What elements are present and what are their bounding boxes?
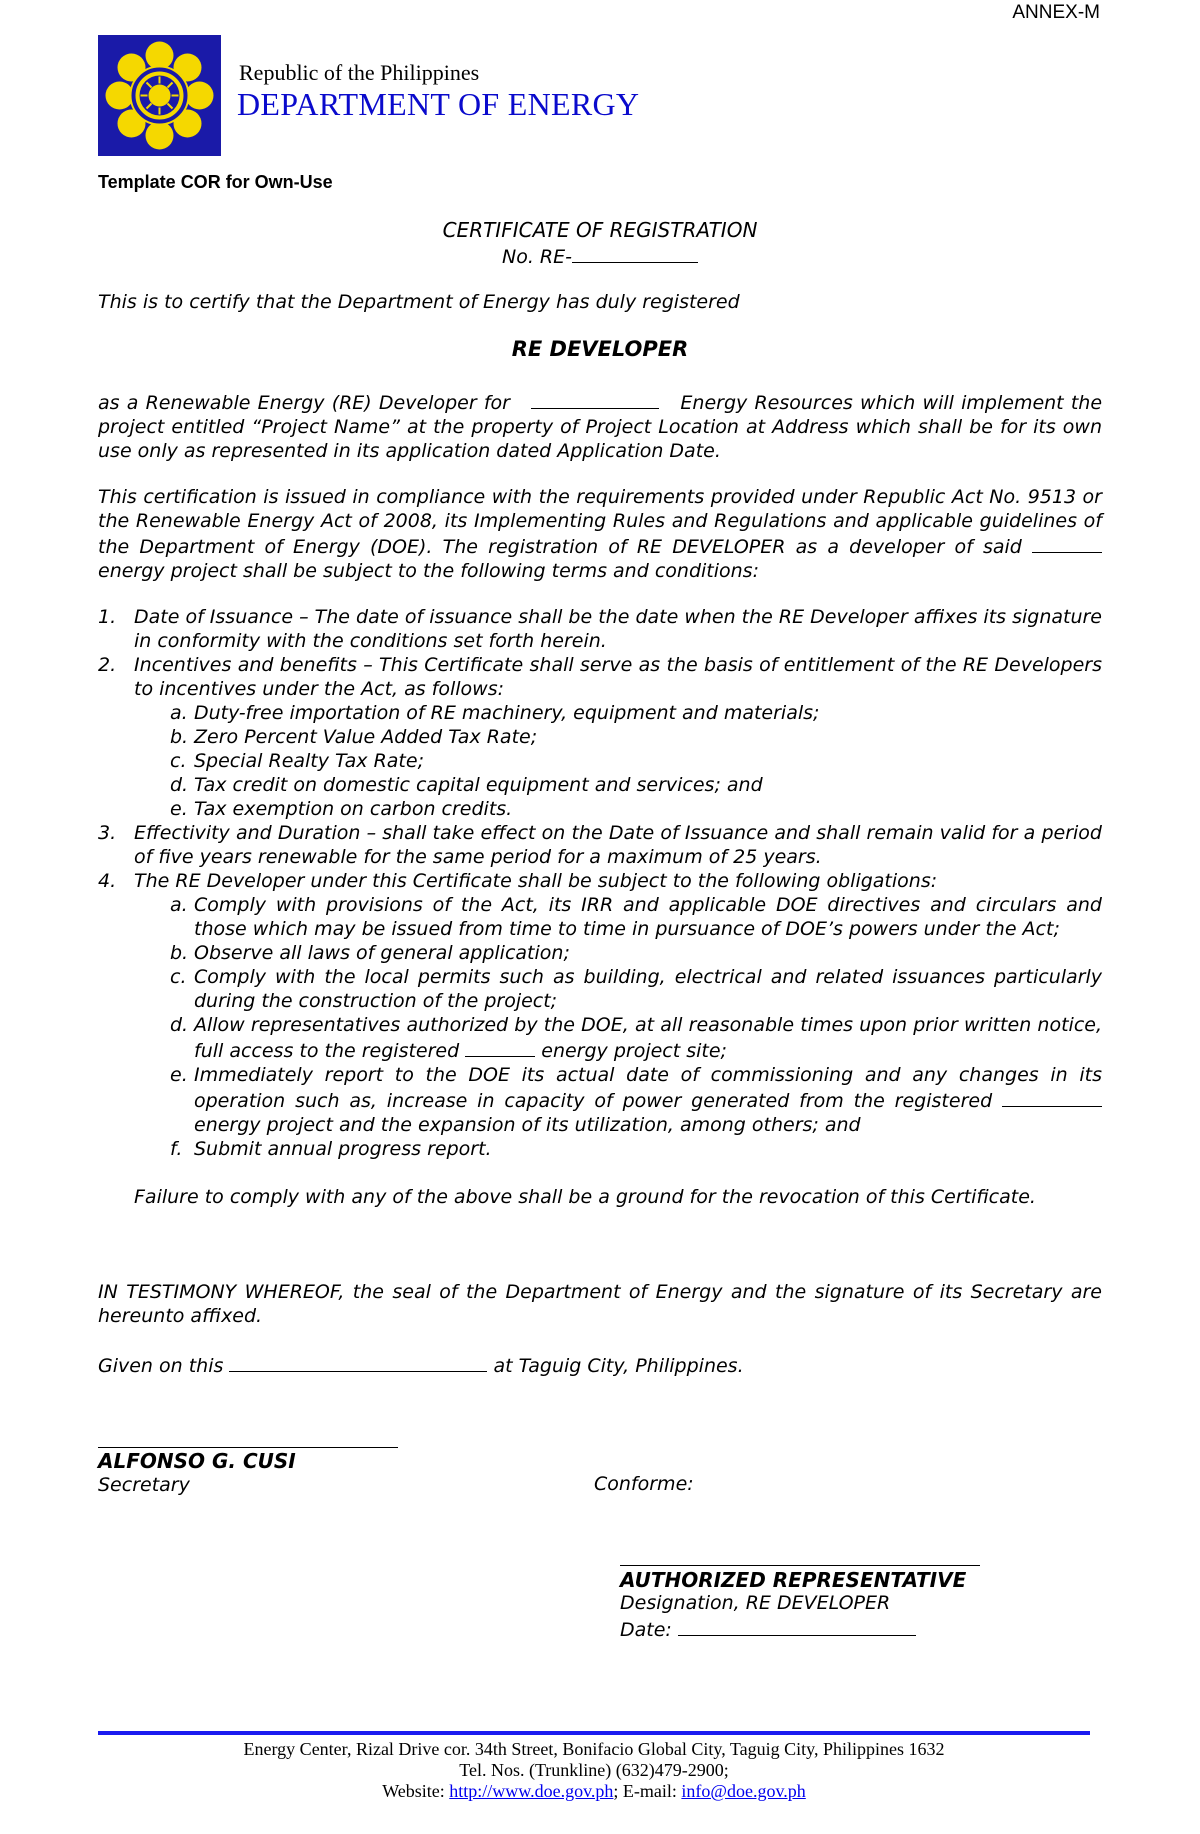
sub-item [98,941,1102,965]
annex-label: ANNEX-M [1012,2,1100,23]
sub-item [98,965,1102,1013]
sub-text: Observe all laws of general application; [194,942,570,964]
sub-text-end: energy project site; [541,1040,727,1062]
sub-text: Zero Percent Value Added Tax Rate; [194,726,538,748]
sub-item [98,1137,1102,1161]
footer-rule [98,1731,1090,1735]
failure-clause: Failure to comply with any of the above shall be a ground for the revocation of this Certificate. [134,1186,1036,1208]
sub-text: Submit annual progress report. [194,1138,492,1160]
term-text: Incentives and benefits – This Certificate shall serve as the basis of entitlement of the RE Developers to incentives under the Act, as follows: [134,654,1102,700]
paragraph-compliance-part2: energy project shall be subject to the following terms and conditions: [98,560,759,582]
sub-text: Allow representatives authorized by the DOE, at all reasonable times upon prior written notice, full access to the registered [194,1014,1102,1062]
sub-letter: a. [170,894,188,916]
certificate-number-prefix: No. RE- [502,246,572,268]
sub-letter: d. [170,1014,189,1036]
certificate-title: CERTIFICATE OF REGISTRATION [442,218,758,242]
conforme-label: Conforme: [594,1473,694,1495]
sub-item [98,749,1102,773]
secretary-name: ALFONSO G. CUSI [98,1449,296,1473]
sub-text: Tax credit on domestic capital equipment and services; and [194,774,763,796]
term-text: Effectivity and Duration – shall take effect on the Date of Issuance and shall remain valid for a period of five years renewable for the same period for a maximum of 25 years. [134,822,1102,868]
sub-item [98,893,1102,941]
website-label: Website: [382,1781,445,1801]
representative-date-label: Date: [620,1619,672,1641]
term-text: The RE Developer under this Certificate shall be subject to the following obligations: [134,870,938,892]
sub-letter: d. [170,774,189,796]
site-blank [465,1037,535,1057]
date-given-blank [229,1352,487,1372]
testimony-paragraph: IN TESTIMONY WHEREOF, the seal of the Department of Energy and the signature of its Secretary are hereunto affixed. [98,1281,1102,1327]
term-item [98,869,1102,893]
sub-text: Comply with provisions of the Act, its IRR and applicable DOE directives and circulars and those which may be issued from time to time in pursuance of DOE’s powers under the Act; [194,894,1102,940]
sun-seal-icon [98,35,221,156]
project-blank [1002,1087,1102,1107]
representative-designation: Designation, RE DEVELOPER [620,1592,891,1614]
sub-letter: a. [170,702,188,724]
secretary-signature-line [98,1447,398,1448]
website-link[interactable]: http://www.doe.gov.ph [449,1781,614,1801]
footer-telephone: Tel. Nos. (Trunkline) (632)479-2900; [459,1760,729,1780]
email-label: ; E-mail: [613,1781,677,1801]
sub-text-end: energy project and the expansion of its utilization, among others; and [194,1114,861,1136]
sub-letter: c. [170,966,187,988]
intro-text: This is to certify that the Department of Energy has duly registered [98,291,740,313]
term-number: 4. [98,870,117,892]
doe-logo [98,35,221,156]
sub-text: Duty-free importation of RE machinery, equipment and materials; [194,702,820,724]
sub-letter: b. [170,942,189,964]
sub-letter: f. [170,1138,183,1160]
secretary-title: Secretary [98,1474,190,1496]
term-number: 2. [98,654,117,676]
sub-letter: c. [170,750,187,772]
number-blank [572,243,698,263]
sub-item [98,1013,1102,1063]
republic-heading: Republic of the Philippines [239,60,480,85]
paragraph-registration [98,389,1102,463]
term-text: Date of Issuance – The date of issuance shall be the date when the RE Developer affixes its signature in conformity with the conditions set forth herein. [134,606,1102,652]
sub-text: Comply with the local permits such as building, electrical and related issuances particularly during the construction of the project; [194,966,1102,1012]
representative-title: AUTHORIZED REPRESENTATIVE [620,1568,967,1592]
terms-list [98,605,1102,1209]
certificate-number [98,243,1102,268]
paragraph-registration-part2: Energy Resources which will implement the project entitled “Project Name” at the property of Project Location at Address which shall be for its own use only as represented in its application dated Application Date. [98,392,1103,462]
energy-type-blank [1032,533,1102,553]
term-number: 3. [98,822,117,844]
term-item [98,821,1102,869]
developer-heading: RE DEVELOPER [511,337,689,361]
footer-contact [98,1781,1090,1801]
paragraph-compliance-part1: This certification is issued in compliance with the requirements provided under Republic Act No. 9513 or the Renewable Energy Act of 2008, its Implementing Rules and Regulations and applicable guidelines of the Department of Energy (DOE). The registration of RE DEVELOPER as a developer of said [98,486,1102,558]
sub-text: Immediately report to the DOE its actual date of commissioning and any changes in its operation such as, increase in capacity of power generated from the registered [194,1064,1102,1112]
given-line [98,1352,1102,1378]
term-item [98,653,1102,701]
footer-address: Energy Center, Rizal Drive cor. 34th Street, Bonifacio Global City, Taguig City, Philippines 1632 [243,1739,945,1759]
representative-date [620,1616,916,1641]
representative-date-blank [678,1616,916,1636]
given-text-start: Given on this [98,1355,224,1377]
template-label: Template COR for Own-Use [98,172,333,192]
resource-blank [531,389,659,409]
paragraph-compliance [98,485,1102,583]
sub-item [98,725,1102,749]
email-link[interactable]: info@doe.gov.ph [681,1781,806,1801]
representative-signature-line [620,1565,980,1566]
sub-letter: e. [170,798,188,820]
sub-text: Tax exemption on carbon credits. [194,798,513,820]
sub-letter: e. [170,1064,188,1086]
sub-letter: b. [170,726,189,748]
given-text-end: at Taguig City, Philippines. [493,1355,744,1377]
sub-item [98,701,1102,725]
term-number: 1. [98,606,117,628]
sub-item [98,773,1102,797]
sub-item [98,797,1102,821]
term-item [98,605,1102,653]
sub-item [98,1063,1102,1137]
department-heading: DEPARTMENT OF ENERGY [237,86,640,122]
sub-text: Special Realty Tax Rate; [194,750,424,772]
paragraph-registration-part1: as a Renewable Energy (RE) Developer for [98,392,510,414]
